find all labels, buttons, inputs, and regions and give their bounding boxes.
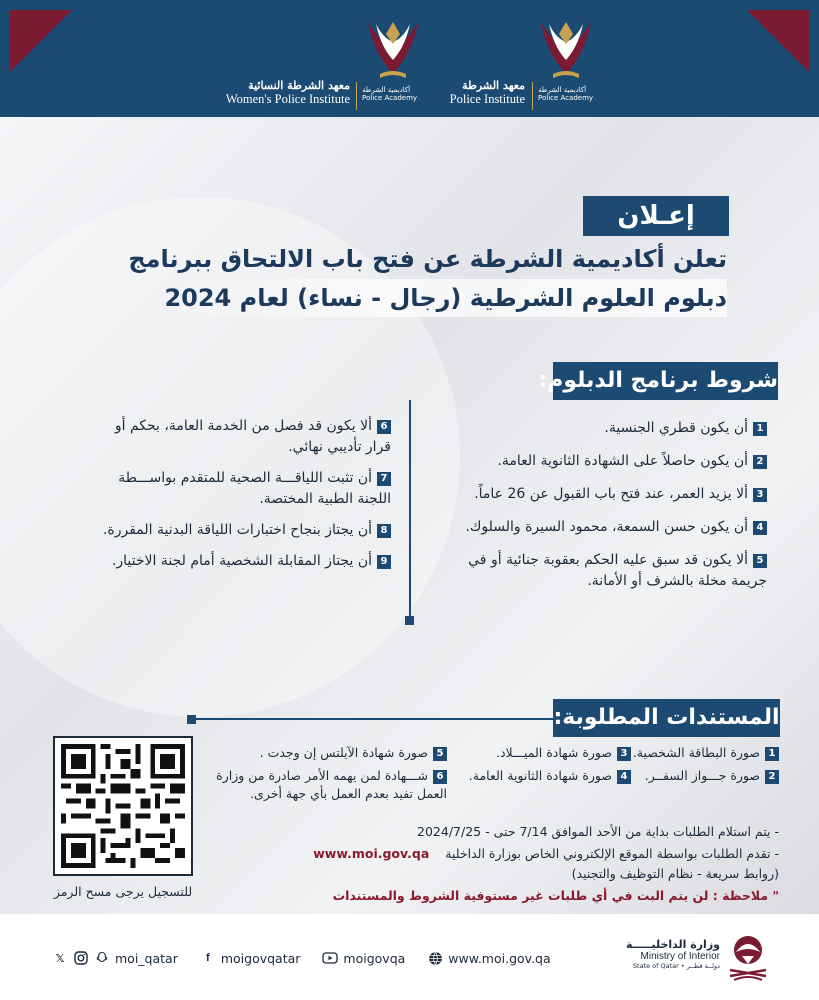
youtube-link[interactable]: moigovqa [322, 950, 405, 966]
condition-item: 6ألا يكون قد فصل من الخدمة العامة، بحكم أو قرار تأديبي نهائي. [114, 418, 391, 455]
document-item: 5صورة شهادة الآيلتس إن وجدت . [260, 744, 447, 762]
institute-name-en: Women's Police Institute [225, 92, 350, 106]
footer [0, 914, 819, 1000]
website-footer-link[interactable]: www.moi.gov.qa [427, 950, 550, 966]
divider-end-square [405, 616, 414, 625]
conditions-title: شروط برنامج الدبلوم: [553, 362, 778, 400]
conditions-right-column [437, 418, 767, 592]
qr-caption: للتسجيل يرجى مسح الرمز [53, 884, 193, 899]
qr-code[interactable] [53, 736, 193, 876]
application-method: - تقدم الطلبات بواسطة الموقع الإلكتروني الخاص بوزارة الداخلية www.moi.gov.qa [313, 846, 779, 861]
snapchat-icon [94, 950, 110, 966]
social-handle[interactable]: 𝕏 moi_qatar [52, 950, 178, 966]
youtube-icon [322, 950, 338, 966]
divider [356, 82, 357, 110]
instagram-icon [73, 950, 89, 966]
website-link[interactable]: www.moi.gov.qa [313, 846, 430, 861]
police-institute-logo [440, 14, 670, 109]
academy-name-en: Police Academy [538, 93, 594, 102]
state-name: State of Qatar • دولــة قطــر [632, 962, 720, 970]
document-item: 3صورة شهادة الميـــلاد. [496, 744, 631, 762]
corner-decoration-left [10, 10, 72, 72]
ministry-name-en: Ministry of Interior [640, 951, 720, 962]
announcement-line2: دبلوم العلوم الشرطية (رجال - نساء) لعام 2024 [164, 279, 727, 317]
academy-emblem-icon [535, 14, 597, 84]
condition-item: 5ألا يكون قد سبق عليه الحكم بعقوبة جنائية أو في جريمة مخلة بالشرف أو الأمانة. [468, 552, 767, 589]
application-dates: - يتم استلام الطلبات بداية من الأحد الموافق 7/14 حتى - 2024/7/25 [417, 824, 779, 839]
document-item: 4صورة شهادة الثانوية العامة. [469, 767, 631, 785]
condition-item: 2أن يكون حاصلاً على الشهادة الثانوية العامة. [437, 451, 767, 472]
quick-links: (روابط سريعة - نظام التوظيف والتجنيد) [571, 866, 779, 881]
ministry-name-ar: وزارة الداخليـــــة [626, 938, 720, 951]
womens-police-institute-logo [210, 14, 440, 109]
divider [532, 82, 533, 110]
horizontal-rule [190, 718, 555, 720]
condition-item: 7أن تثبت اللياقـــة الصحية للمتقدم بواســـطة اللجنة الطبية المختصة. [118, 470, 391, 507]
facebook-icon: f [206, 952, 210, 964]
institute-name-ar: معهد الشرطة النسائية [248, 79, 350, 92]
facebook-link[interactable]: f moigovqatar [200, 950, 301, 966]
announcement-line1: تعلن أكاديمية الشرطة عن فتح باب الالتحاق ببرنامج [128, 245, 727, 273]
ministry-emblem-icon [726, 930, 770, 984]
academy-name-ar: أكاديمية الشرطة [362, 86, 411, 94]
document-item: 2صورة جـــواز السفــر. [645, 767, 779, 785]
ministry-logo [618, 926, 778, 990]
condition-item: 1أن يكون قطري الجنسية. [437, 418, 767, 439]
academy-name-en: Police Academy [362, 93, 418, 102]
academy-emblem-icon [362, 14, 424, 84]
academy-name-ar: أكاديمية الشرطة [538, 86, 587, 94]
column-divider [409, 400, 411, 616]
institute-name-ar: معهد الشرطة [462, 79, 525, 92]
condition-item: 8أن يجتاز بنجاح اختبارات اللياقة البدنية المقررة. [86, 520, 391, 541]
condition-item: 9أن يجتاز المقابلة الشخصية أمام لجنة الاختيار. [86, 551, 391, 572]
condition-item: 4أن يكون حسن السمعة، محمود السيرة والسلوك. [437, 517, 767, 538]
header-banner [0, 0, 819, 117]
document-item: 6شـــهادة لمن يهمه الأمر صادرة من وزارة العمل تفيد بعدم العمل بأي جهة أخرى. [216, 768, 447, 801]
qr-code-icon [61, 744, 185, 868]
x-icon: 𝕏 [55, 951, 65, 965]
corner-decoration-right [747, 10, 809, 72]
documents-title: المستندات المطلوبة: [553, 699, 780, 737]
globe-icon [427, 950, 443, 966]
social-links [52, 950, 551, 966]
institute-name-en: Police Institute [449, 92, 525, 106]
document-item: 1صورة البطاقة الشخصية. [633, 744, 779, 762]
announcement-label: إعـلان [583, 196, 729, 236]
condition-item: 3ألا يزيد العمر، عند فتح باب القبول عن 26 عاماً. [437, 484, 767, 505]
warning-note: " ملاحظة : لن يتم البت في أي طلبات غير مستوفية الشروط والمستندات [332, 888, 779, 903]
conditions-left-column [86, 416, 391, 572]
